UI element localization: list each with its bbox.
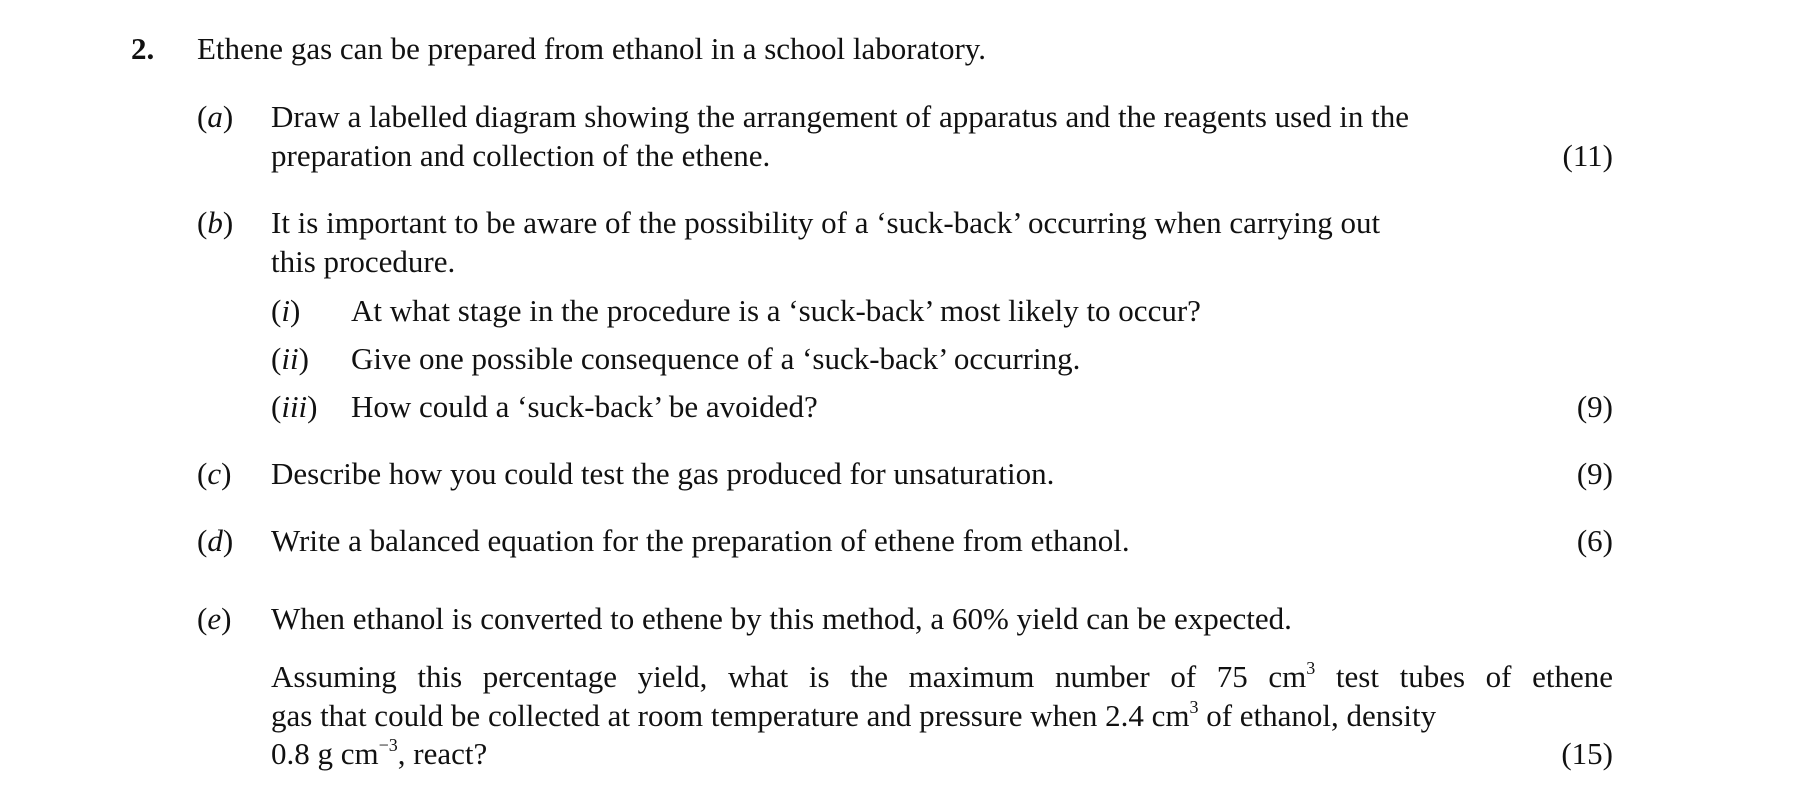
part-e-para-line-3: 0.8 g $cm^{-3}$, react? — [271, 735, 488, 771]
part-e-para-line-1: Assuming this percentage yield, what is the maximum number of 75 $cm^3$ test tubes of ethene — [271, 658, 1613, 694]
part-a-line-1: Draw a labelled diagram showing the arrangement of apparatus and the reagents used in the — [271, 99, 1409, 134]
part-a-marks: (11) — [1562, 138, 1613, 173]
part-b-ii-label: (ii) — [271, 341, 309, 376]
part-b-iii-label: (iii) — [271, 389, 318, 424]
part-b-line-1: It is important to be aware of the possibility of a ‘suck-back’ occurring when carrying out — [271, 205, 1381, 240]
part-a-label: (a) — [197, 99, 234, 134]
part-c-marks: (9) — [1576, 456, 1613, 491]
part-d-label: (d) — [197, 523, 234, 558]
part-d-marks: (6) — [1576, 523, 1613, 558]
question-intro: Ethene gas can be prepared from ethanol in a school laboratory. — [197, 31, 987, 66]
part-b-ii-text: Give one possible consequence of a ‘suck-back’ occurring. — [351, 341, 1081, 376]
part-b-iii-text: How could a ‘suck-back’ be avoided? — [351, 389, 818, 424]
part-e-marks: (15) — [1561, 736, 1613, 771]
part-a-line-2: preparation and collection of the ethene. — [271, 138, 771, 173]
part-d-text: Write a balanced equation for the preparation of ethene from ethanol. — [271, 523, 1130, 558]
part-e-para-line-2: gas that could be collected at room temperature and pressure when 2.4 $cm^3$ of ethanol, density — [271, 697, 1437, 733]
question-number: 2. — [131, 31, 155, 66]
part-c-label: (c) — [197, 456, 232, 491]
part-e-label: (e) — [197, 601, 232, 636]
part-e-text: When ethanol is converted to ethene by this method, a 60% yield can be expected. — [271, 601, 1292, 636]
part-b-marks: (9) — [1576, 389, 1613, 424]
part-b-line-2: this procedure. — [271, 244, 456, 279]
part-b-i-text: At what stage in the procedure is a ‘suck-back’ most likely to occur? — [351, 293, 1201, 328]
part-b-label: (b) — [197, 205, 234, 240]
part-b-i-label: (i) — [271, 293, 301, 328]
part-c-text: Describe how you could test the gas produced for unsaturation. — [271, 456, 1055, 491]
